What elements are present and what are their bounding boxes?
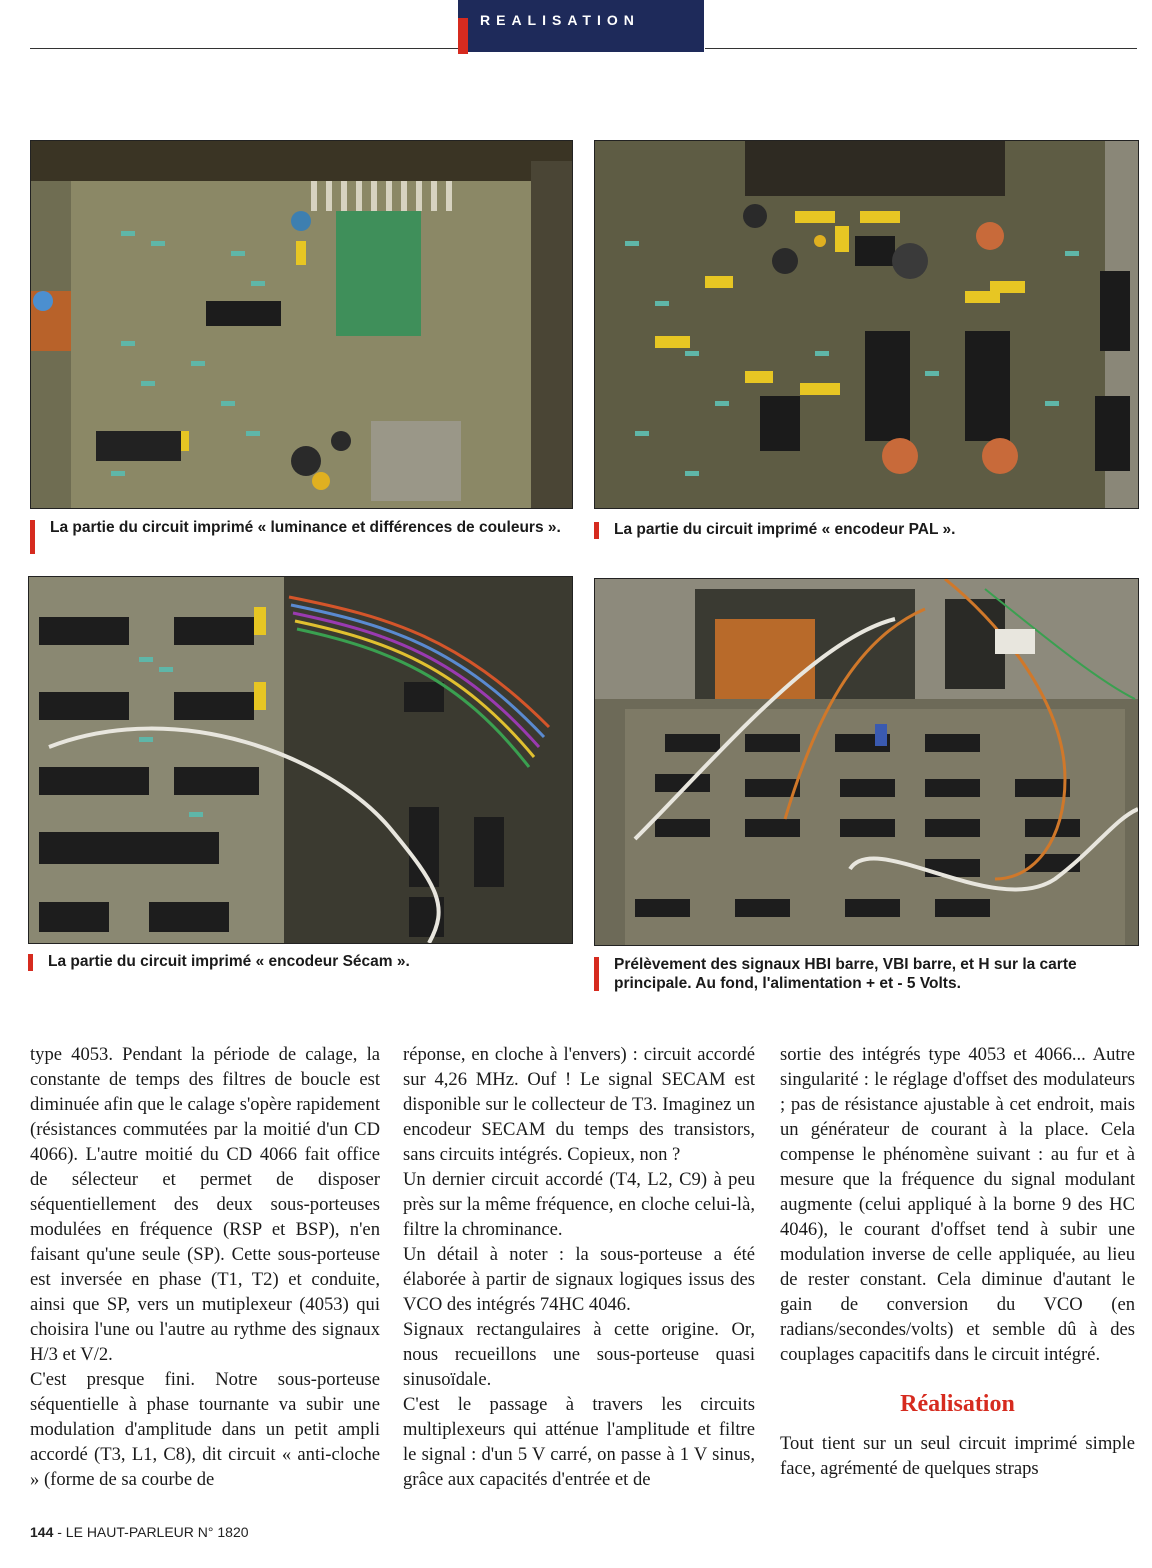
photo-caption-main-board: Prélèvement des signaux HBI barre, VBI barre, et H sur la carte principale. Au fond, l'alimentation + et - 5 Volts. xyxy=(594,955,1137,993)
body-paragraph: type 4053. Pendant la période de calage, la constante de temps des filtres de boucle est diminuée afin que le calage s'opère rapidement (résistances commutées par la moitié d'un CD 4066). L'autre moitié du CD 4066 fait office de sélecteur et permet de disposer séquentiellement des deux sous-porteuses modulées en fréquence (RSP et BSP), n'en faisant qu'une seule (SP). Cette sous-porteuse est inversée en phase (T1, T2) et conduite, ainsi que SP, vers un mutiplexeur (4053) qui choisira l'une ou l'autre au rythme des signaux H/3 et V/2. xyxy=(30,1044,380,1365)
photo-caption-pal: La partie du circuit imprimé « encodeur PAL ». xyxy=(594,520,1137,539)
page-footer xyxy=(30,1524,249,1540)
magazine-name: - LE HAUT-PARLEUR N° 1820 xyxy=(53,1524,249,1540)
section-header-tab xyxy=(458,0,704,52)
body-column-2 xyxy=(403,1042,755,1492)
header-red-mark xyxy=(458,18,468,54)
body-paragraph: Tout tient sur un seul circuit imprimé simple face, agrémenté de quelques straps xyxy=(780,1433,1135,1479)
body-paragraph: C'est presque fini. Notre sous-porteuse séquentielle à phase tournante va subir une modulation d'amplitude dans un petit ampli accordé (T3, L1, C8), dit circuit « anti-cloche » (forme de sa courbe de xyxy=(30,1369,380,1490)
photo-secam-encoder-board xyxy=(28,576,573,944)
section-heading: Réalisation xyxy=(900,1391,1015,1417)
photo-caption-secam: La partie du circuit imprimé « encodeur Sécam ». xyxy=(28,952,571,971)
body-paragraph: Un dernier circuit accordé (T4, L2, C9) à peu près sur la même fréquence, en cloche celui-là, filtre la chrominance. xyxy=(403,1169,755,1240)
page-number: 144 xyxy=(30,1524,54,1540)
body-paragraph: C'est le passage à travers les circuits multiplexeurs qui atténue l'amplitude et filtre le signal : d'un 5 V carré, on passe à 1 V sinus, grâce aux capacités d'entrée et de xyxy=(403,1394,755,1490)
body-column-3 xyxy=(780,1042,1135,1481)
header-rule-left xyxy=(30,48,460,49)
body-paragraph: sortie des intégrés type 4053 et 4066... Autre singularité : le réglage d'offset des modulateurs ; pas de résistance ajustable à cet endroit, mais un générateur de courant à la place. Cela compense le phénomène suivant : au fur et à mesure que la fréquence du signal modulant augmente (celui appliqué à la borne 9 des HC 4046), le courant d'offset tend à subir une modulation inverse de celle appliquée, au lieu de rester constant. Cela diminue d'autant le gain de conversion du VCO (en radians/secondes/volts) et semble dû à des couplages capacitifs dans le circuit intégré. xyxy=(780,1044,1135,1365)
photo-luminance-board xyxy=(30,140,573,509)
body-paragraph: Un détail à noter : la sous-porteuse a été élaborée à partir de signaux logiques issus des VCO des intégrés 74HC 4046. xyxy=(403,1244,755,1315)
body-paragraph: réponse, en cloche à l'envers) : circuit accordé sur 4,26 MHz. Ouf ! Le signal SECAM est disponible sur le collecteur de T3. Imaginez un encodeur SECAM du temps des transistors, sans circuits intégrés. Copieux, non ? xyxy=(403,1044,755,1165)
photo-main-board-signals xyxy=(594,578,1139,946)
header-rule-right xyxy=(705,48,1137,49)
caption-marker xyxy=(594,957,599,991)
photo-pal-encoder-board xyxy=(594,140,1139,509)
body-paragraph: Signaux rectangulaires à cette origine. Or, nous recueillons une sous-porteuse quasi sinusoïdale. xyxy=(403,1319,755,1390)
section-header-label: REALISATION xyxy=(480,12,640,28)
caption-marker xyxy=(594,522,599,539)
body-column-1 xyxy=(30,1042,380,1492)
photo-caption-luminance: La partie du circuit imprimé « luminance et différences de couleurs ». xyxy=(30,518,571,537)
caption-marker xyxy=(28,954,33,971)
caption-marker xyxy=(30,520,35,554)
